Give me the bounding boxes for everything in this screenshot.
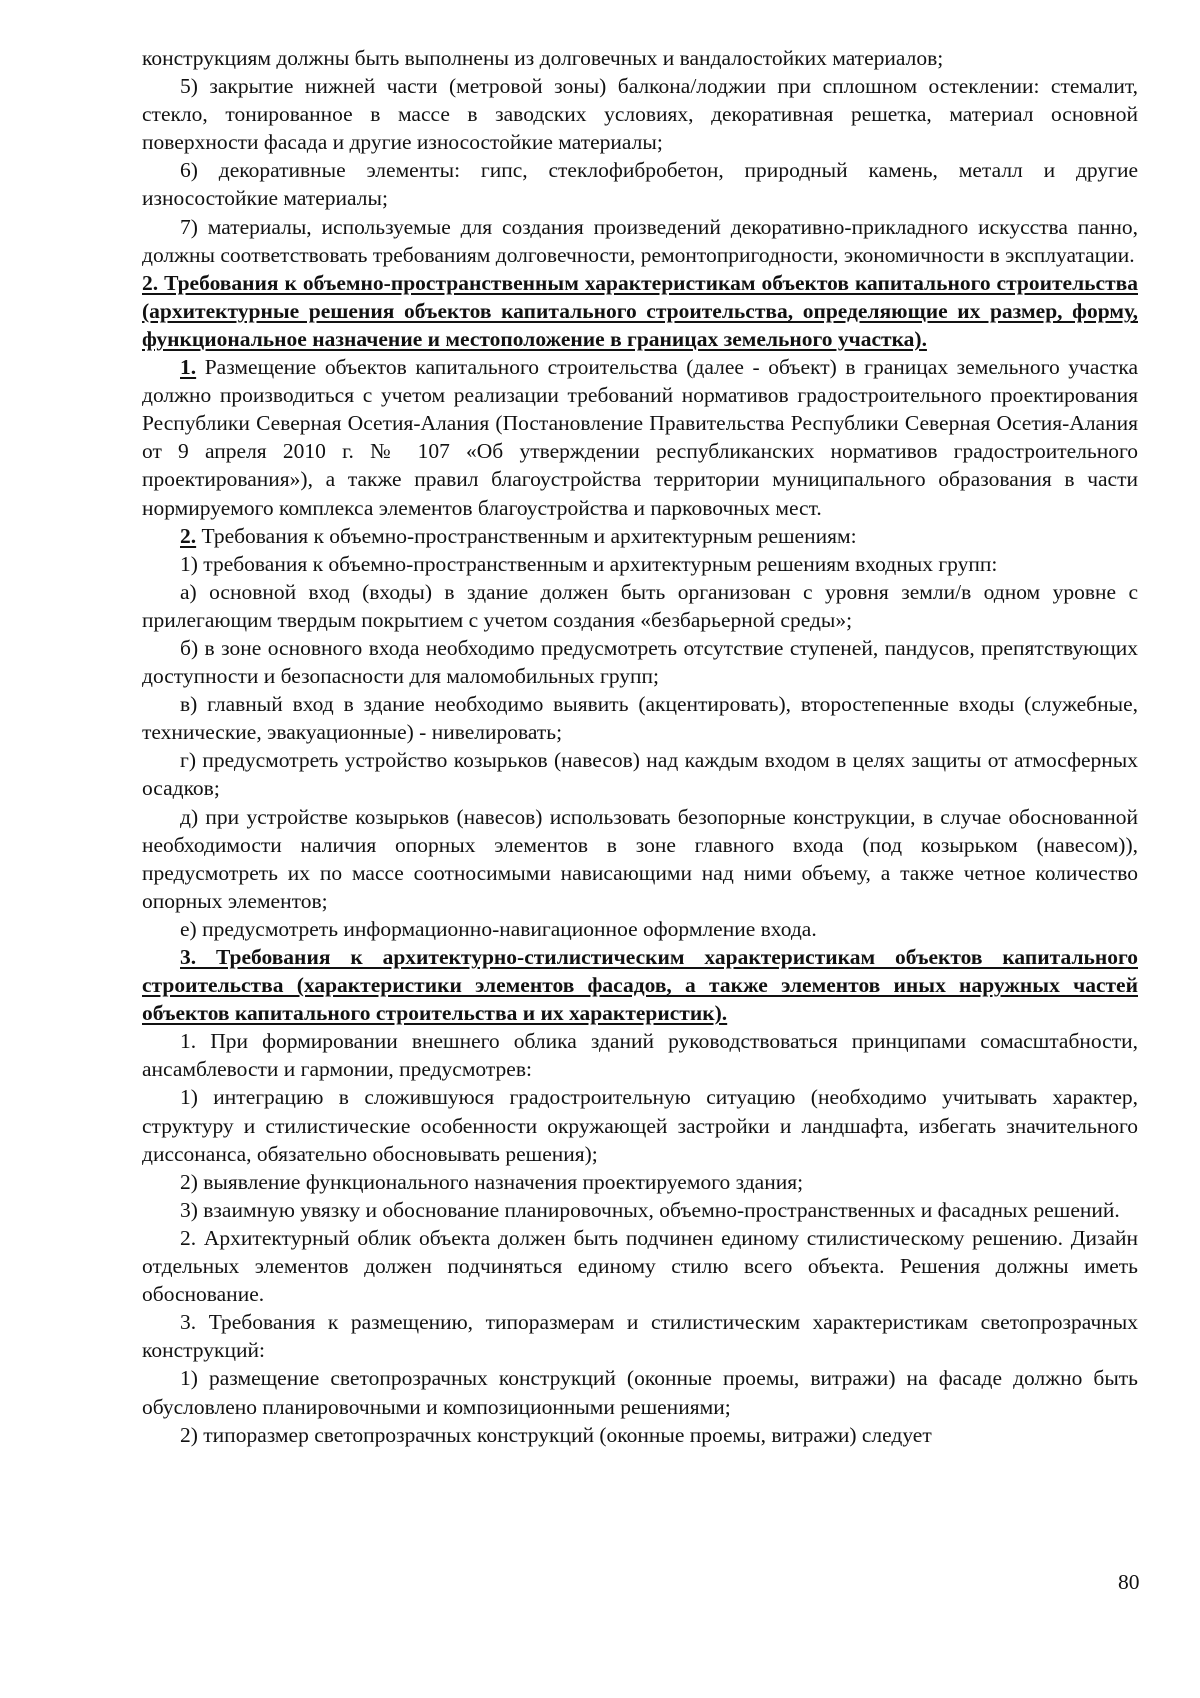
paragraph-3-1-3: 3) взаимную увязку и обоснование планировочных, объемно-пространственных и фасадных решений. [180,1197,1120,1222]
paragraph-3-3-2: 2) типоразмер светопрозрачных конструкций (оконные проемы, витражи) следует [180,1422,932,1447]
paragraph-constructions-tail: конструкциям должны быть выполнены из долговечных и вандалостойких материалов; [142,46,944,70]
clause-number-2-1: 1. [180,355,197,380]
paragraph-2-2-1-b: б) в зоне основного входа необходимо предусмотреть отсутствие ступеней, пандусов, препятствующих доступности и безопасности для маломобильных групп; [142,635,1138,689]
paragraph-2-2-1-a: а) основной вход (входы) в здание должен быть организован с уровня земли/в одном уровне с прилегающим твердым покрытием с учетом создания «безбарьерной среды»; [142,579,1138,632]
clause-text-2-1: Размещение объектов капитального строительства (далее - объект) в границах земельного участка должно производиться с учетом реализации требований нормативов градостроительного проектирования Республики Северная Осетия-Алания (Постановление Правительства Республики Северная Осетия-Алания от 9 апреля 2010 г. № 107 «Об утверждении республиканских нормативов градостроительного проектирования»), а также правил благоустройства территории муниципального образования в части нормируемого комплекса элементов благоустройства и парковочных мест. [142,355,1138,520]
document-page [142,44,1138,1449]
paragraph-2-1 [142,353,1138,522]
paragraph-2-2-1-v: в) главный вход в здание необходимо выявить (акцентировать), второстепенные входы (служебные, технические, эвакуационные) - нивелировать; [142,692,1138,745]
paragraph-item-6: 6) декоративные элементы: гипс, стеклофибробетон, природный камень, металл и другие износостойкие материалы; [142,158,1138,211]
paragraph-2-2-1-d: д) при устройстве козырьков (навесов) использовать безопорные конструкции, в случае обоснованной необходимости наличия опорных элементов в зоне главного входа (под козырьком (навесом)), предусмотреть их по массе соотносимыми нависающими над ними объему, а также четное количество опорных элементов; [142,804,1138,913]
paragraph-2-2-1: 1) требования к объемно-пространственным и архитектурным решениям входных групп: [180,551,998,576]
paragraph-2-2-1-g: г) предусмотреть устройство козырьков (навесов) над каждым входом в целях защиты от атмосферных осадков; [142,748,1138,801]
paragraph-3-1: 1. При формировании внешнего облика зданий руководствоваться принципами сомасштабности, ансамблевости и гармонии, предусмотрев: [142,1029,1138,1082]
paragraph-3-3: 3. Требования к размещению, типоразмерам и стилистическим характеристикам светопрозрачных конструкций: [142,1310,1138,1363]
paragraph-item-7: 7) материалы, используемые для создания произведений декоративно-прикладного искусства панно, должны соответствовать требованиям долговечности, ремонтопригодности, экономичности в эксплуатации. [142,214,1138,267]
paragraph-3-1-2: 2) выявление функционального назначения проектируемого здания; [180,1169,804,1194]
paragraph-3-2: 2. Архитектурный облик объекта должен быть подчинен единому стилистическому решению. Дизайн отдельных элементов должен подчиняться единому стилю всего объекта. Решения должны иметь обоснование. [142,1225,1138,1307]
section-3-heading: 3. Требования к архитектурно-стилистическим характеристикам объектов капитального строительства (характеристики элементов фасадов, а также элементов иных наружных частей объектов капитального строительства и их характеристик). [142,945,1138,1026]
paragraph-3-1-1: 1) интеграцию в сложившуюся градостроительную ситуацию (необходимо учитывать характер, структуру и стилистические особенности окружающей застройки и ландшафта, избегать значительного диссонанса, обязательно обосновывать решения); [142,1085,1138,1166]
paragraph-item-5: 5) закрытие нижней части (метровой зоны) балкона/лоджии при сплошном остеклении: стемалит, стекло, тонированное в массе в заводских условиях, декоративная решетка, материал основной поверхности фасада и другие износостойкие материалы; [142,74,1138,155]
clause-text-2-2: Требования к объемно-пространственным и архитектурным решениям: [196,523,857,548]
paragraph-2-2-1-e: е) предусмотреть информационно-навигационное оформление входа. [180,916,817,941]
paragraph-3-3-1: 1) размещение светопрозрачных конструкций (оконные проемы, витражи) на фасаде должно быть обусловлено планировочными и композиционными решениями; [142,1366,1138,1419]
page-number: 80 [1118,1570,1140,1594]
paragraph-2-2 [142,522,1138,550]
clause-number-2-2: 2. [180,523,197,548]
section-2-heading: 2. Требования к объемно-пространственным характеристикам объектов капитального строительства (архитектурные решения объектов капитального строительства, определяющие их размер, форму, функциональное назначение и местоположение в границах земельного участка). [142,270,1138,351]
